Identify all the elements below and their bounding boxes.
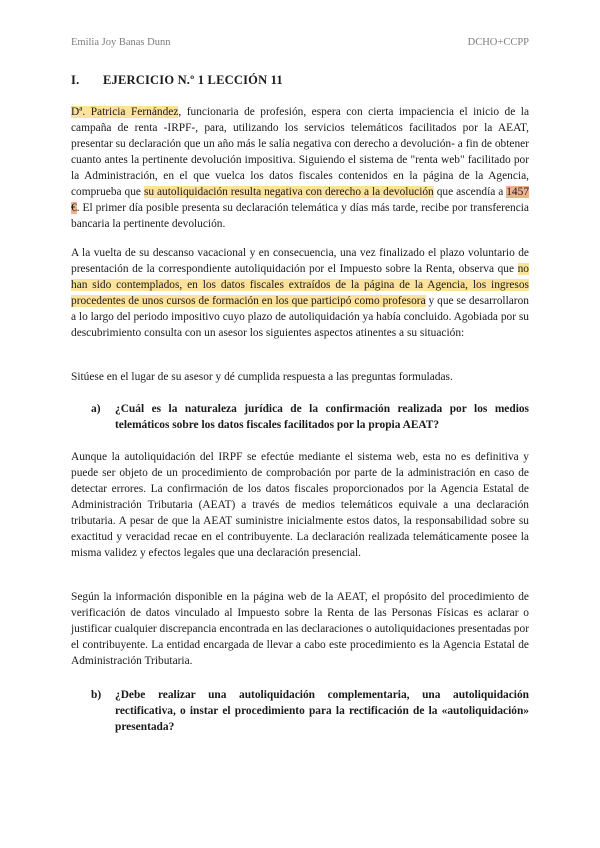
title-text: EJERCICIO N.º 1 LECCIÓN 11 — [103, 73, 283, 87]
highlight-name: Dª. Patricia Fernández — [71, 106, 179, 118]
highlight-refund: su autoliquidación resulta negativa con derecho a la devolución — [143, 186, 434, 198]
title-number: I. — [71, 73, 80, 87]
header-author: Emilia Joy Banas Dunn — [71, 37, 171, 48]
question-a — [92, 401, 529, 433]
instruction-paragraph: Sitúese en el lugar de su asesor y dé cumplida respuesta a las preguntas formuladas. — [71, 371, 453, 383]
answer-a-paragraph-1: Aunque la autoliquidación del IRPF se efectúe mediante el sistema web, esta no es definitiva y puede ser objeto de un procedimiento de comprobación por parte de la administración en caso de detectar errores. La confirmación de los datos fiscales proporcionados por la Agencia Estatal de Administración Tributaria (AEAT) a través de medios telemáticos equivale a una declaración tributaria. A pesar de que la AEAT suministre inicialmente estos datos, la responsabilidad sobre su exactitud y veracidad recae en el contribuyente. La declaración realizada telemáticamente posee la misma validez y efectos legales que una declaración presencial. — [71, 451, 529, 559]
exercise-title — [71, 73, 283, 88]
answer-a-paragraph-2: Según la información disponible en la página web de la AEAT, el propósito del procedimiento de verificación de datos vinculado al Impuesto sobre la Renta de las Personas Físicas es aclarar o justificar cualquier discrepancia encontrada en las declaraciones o autoliquidaciones presentadas por el contribuyente. La entidad encargada de llevar a cabo este procedimiento es la Agencia Estatal de Administración Tributaria. — [71, 591, 529, 667]
question-b-label: b) — [91, 689, 102, 701]
header-course: DCHO+CCPP — [467, 37, 529, 48]
question-b — [92, 687, 529, 735]
highlight-amount: 1457 € — [71, 186, 530, 214]
statement-paragraph-1: Dª. Patricia Fernández, funcionaria de profesión, espera con cierta impaciencia el inicio de la campaña de renta -IRPF-, para, utilizando los servicios telemáticos facilitados por la AEAT, presentar su declaración que un año más le salía negativa con derecho a devolución- a fin de obtener cuanto antes la pertinente devolución impositiva. Siguiendo el sistema de "renta web" facilitado por la Administración, en el que vuelca los datos fiscales contenidos en la página de la Agencia, comprueba que su autoliquidación resulta negativa con derecho a la devolución que ascendía a 1457 €. El primer día posible presenta su declaración telemática y días más tarde, recibe por transferencia bancaria la pertinente devolución. — [71, 106, 530, 230]
statement-paragraph-2: A la vuelta de su descanso vacacional y en consecuencia, una vez finalizado el plazo voluntario de presentación de la correspondiente autoliquidación por el Impuesto sobre la Renta, observa que no han sido contemplados, en los datos fiscales extraídos de la página de la Agencia, los ingresos procedentes de unos cursos de formación en los que participó como profesora y que se desarrollaron a lo largo del periodo impositivo cuyo plazo de autoliquidación ya había concluido. Agobiada por su descubrimiento consulta con un asesor los siguientes aspectos atinentes a su situación: — [71, 247, 529, 339]
highlight-income: no han sido contemplados, en los datos fiscales extraídos de la página de la Agencia, los ingresos procedentes de unos cursos de formación en los que participó como profesora — [71, 263, 529, 307]
question-a-text: ¿Cuál es la naturaleza jurídica de la confirmación realizada por los medios telemáticos sobre los datos fiscales facilitados por la propia AEAT? — [115, 403, 529, 431]
question-b-text: ¿Debe realizar una autoliquidación complementaria, una autoliquidación rectificativa, o instar el procedimiento para la rectificación de la «autoliquidación» presentada? — [115, 689, 529, 733]
question-a-label: a) — [91, 403, 101, 415]
